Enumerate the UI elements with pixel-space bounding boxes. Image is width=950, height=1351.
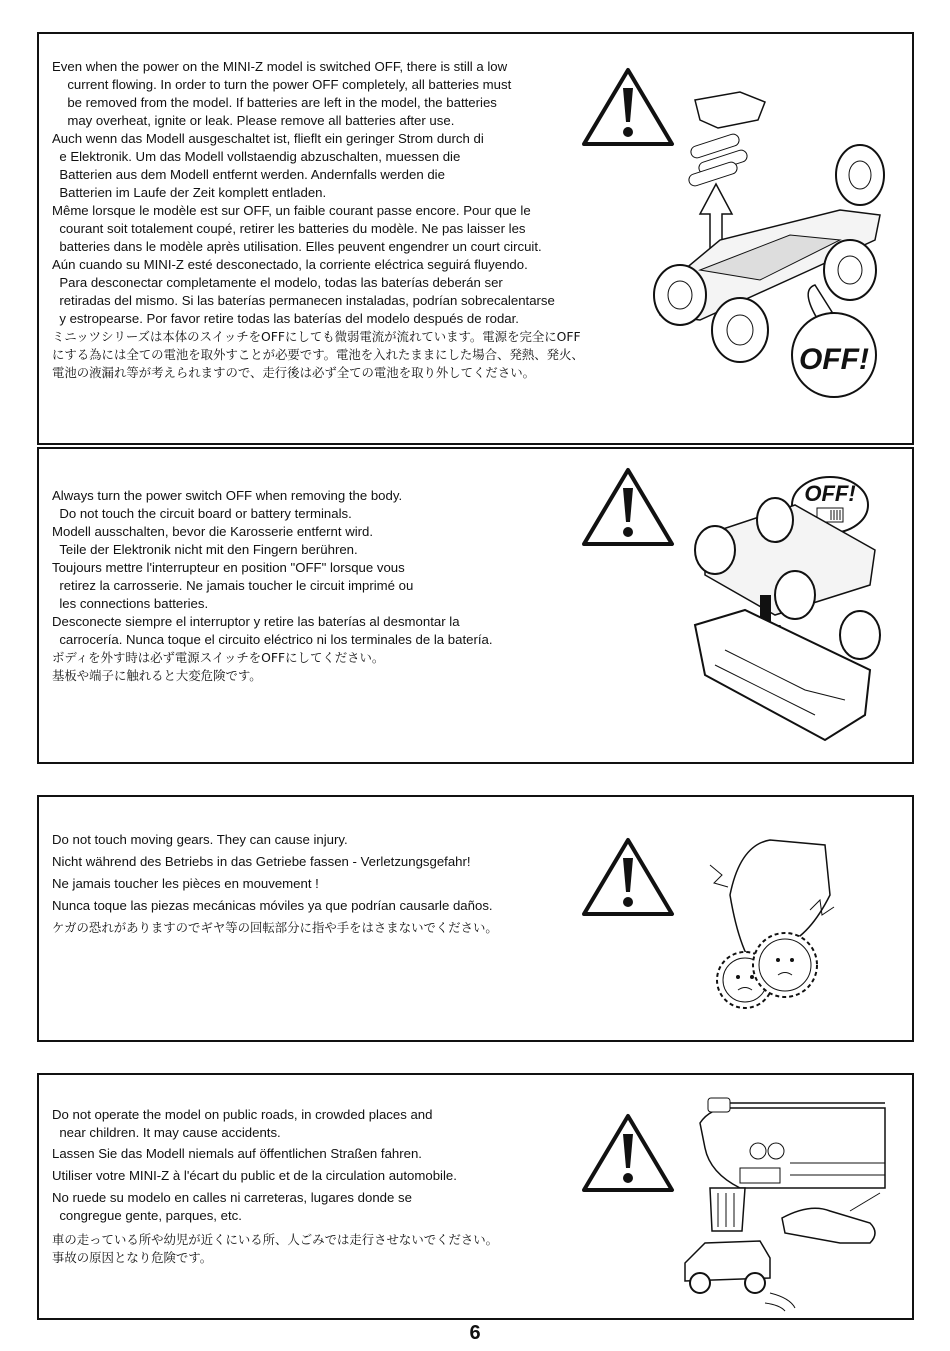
text-line: 車の走っている所や幼児が近くにいる所、人ごみでは走行させないでください。 (52, 1232, 499, 1247)
text-line: Utiliser votre MINI-Z à l'écart du public et de la circulation automobile. (52, 1168, 457, 1183)
text-line: Do not touch the circuit board or battery terminals. (59, 506, 352, 521)
off-label: OFF! (799, 343, 869, 376)
section-body-removal-text (52, 487, 592, 685)
text-line: ボディを外す時は必ず電源スイッチをOFFにしてください。 (52, 650, 385, 665)
text-line: may overheat, ignite or leak. Please remove all batteries after use. (67, 113, 455, 128)
text-line: current flowing. In order to turn the power OFF completely, all batteries must (67, 77, 512, 92)
text-line: ケガの恐れがありますのでギヤ等の回転部分に指や手をはさまないでください。 (52, 920, 498, 935)
text-line: Ne jamais toucher les pièces en mouvement ! (52, 876, 319, 891)
text-line: Para desconectar completamente el modelo, todas las baterías deberán ser (59, 275, 503, 290)
off-label: OFF! (804, 481, 856, 506)
warning-triangle-icon (580, 466, 676, 548)
text-line: Aún cuando su MINI-Z esté desconectado, la corriente eléctrica seguirá fluyendo. (52, 257, 528, 272)
text-line: Modell ausschalten, bevor die Karosserie entfernt wird. (52, 524, 374, 539)
text-line: les connections batteries. (59, 596, 209, 611)
text-line: 事故の原因となり危険です。 (52, 1250, 213, 1265)
text-line: courant soit totalement coupé, retirer les batteries du modèle. Ne pas laisser les (59, 221, 526, 236)
page-number: 6 (469, 1322, 481, 1344)
body-removal-illustration (685, 475, 895, 745)
section-gears-text (52, 829, 592, 939)
text-line: Do not touch moving gears. They can cause injury. (52, 832, 348, 847)
text-line: near children. It may cause accidents. (59, 1125, 281, 1140)
text-line: にする為には全ての電池を取外すことが必要です。電池を入れたままにした場合、発熱、発火、 (52, 347, 584, 362)
text-line: Nicht während des Betriebs in das Getriebe fassen - Verletzungsgefahr! (52, 854, 471, 869)
text-line: Even when the power on the MINI-Z model is switched OFF, there is still a low (52, 59, 508, 74)
text-line: Batterien aus dem Modell entfernt werden. Andernfalls werden die (59, 167, 445, 182)
gears-finger-illustration (700, 835, 840, 1020)
text-line: Même lorsque le modèle est sur OFF, un faible courant passe encore. Pour que le (52, 203, 531, 218)
text-line: retirez la carrosserie. Ne jamais toucher le circuit imprimé ou (59, 578, 414, 593)
text-line: congregue gente, parques, etc. (59, 1208, 242, 1223)
text-line: ミニッツシリーズは本体のスイッチをOFFにしても微弱電流が流れています。電源を完全にOFF (52, 329, 581, 344)
text-line: batteries dans le modèle après utilisation. Elles peuvent engendrer un court circuit. (59, 239, 542, 254)
car-battery-removal-illustration (640, 90, 900, 400)
section-public-roads-text (52, 1106, 592, 1267)
section-batteries-text (52, 58, 652, 382)
text-line: Always turn the power switch OFF when removing the body. (52, 488, 403, 503)
text-line: Toujours mettre l'interrupteur en position "OFF" lorsque vous (52, 560, 405, 575)
text-line: Batterien im Laufe der Zeit komplett entladen. (59, 185, 327, 200)
warning-triangle-icon (580, 1112, 676, 1194)
text-line: 電池の液漏れ等が考えられますので、走行後は必ず全ての電池を取り外してください。 (52, 365, 535, 380)
text-line: e Elektronik. Um das Modell vollstaendig abzuschalten, muessen die (59, 149, 461, 164)
text-line: be removed from the model. If batteries are left in the model, the batteries (67, 95, 497, 110)
text-line: Lassen Sie das Modell niemals auf öffentlichen Straßen fahren. (52, 1146, 422, 1161)
text-line: Do not operate the model on public roads, in crowded places and (52, 1107, 433, 1122)
road-traffic-illustration (670, 1093, 895, 1313)
text-line: Auch wenn das Modell ausgeschaltet ist, flieflt ein geringer Strom durch di (52, 131, 484, 146)
warning-triangle-icon (580, 836, 676, 918)
text-line: Teile der Elektronik nicht mit den Fingern berühren. (59, 542, 358, 557)
text-line: carrocería. Nunca toque el circuito eléctrico ni los terminales de la batería. (59, 632, 493, 647)
text-line: retiradas del mismo. Si las baterías permanecen instaladas, podrían sobrecalentarse (59, 293, 555, 308)
text-line: y estropearse. Por favor retire todas las baterías del modelo después de rodar. (59, 311, 519, 326)
text-line: Nunca toque las piezas mecánicas móviles ya que podrían causarle daños. (52, 898, 493, 913)
text-line: 基板や端子に触れると大変危険です。 (52, 668, 262, 683)
text-line: Desconecte siempre el interruptor y retire las baterías al desmontar la (52, 614, 460, 629)
text-line: No ruede su modelo en calles ni carreteras, lugares donde se (52, 1190, 412, 1205)
